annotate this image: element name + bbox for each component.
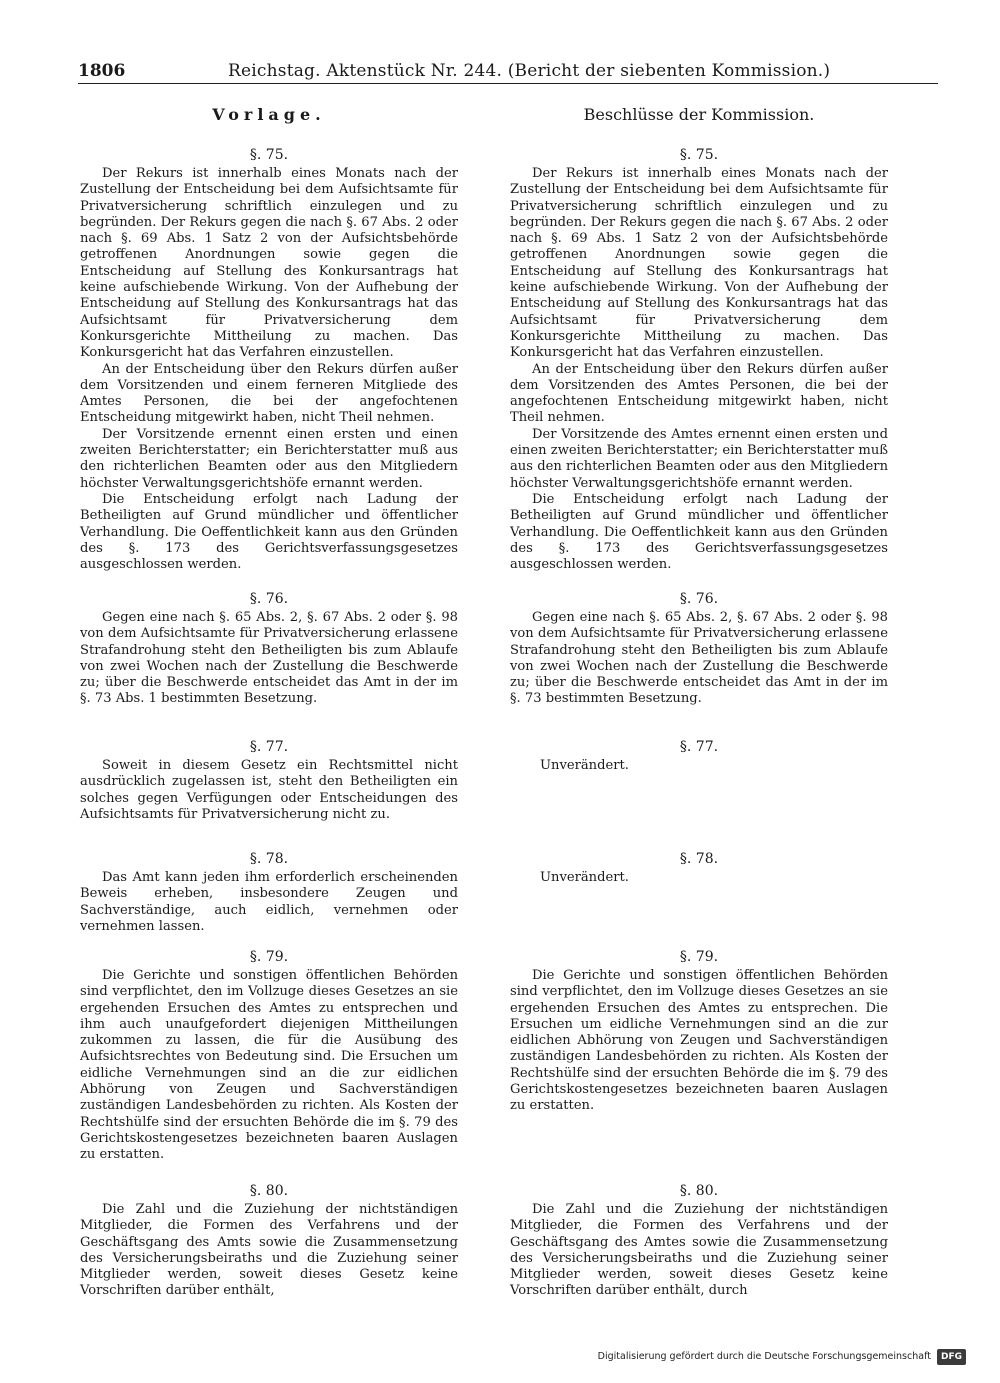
section-heading: §. 80. [249,1183,289,1199]
page-number: 1806 [78,61,126,81]
paragraph: Die Zahl und die Zuziehung der nichtständigen Mitglieder, die Formen des Verfahrens und der Geschäftsgang des Amtes sowie die Zusammensetzung des Versicherungsbeiraths und die Zuziehung seiner Mitglieder werden, soweit dieses Gesetz keine Vorschriften darüber enthält, durch [510,1202,888,1299]
paragraph: Die Zahl und die Zuziehung der nichtständigen Mitglieder, die Formen des Verfahrens und der Geschäftsgang des Amts sowie die Zusammensetzung des Versicherungsbeiraths und die Zuziehung seiner Mitglieder werden, soweit dieses Gesetz keine Vorschriften darüber enthält, [80,1202,458,1299]
dfg-logo: DFG [937,1349,966,1365]
digitization-note: Digitalisierung gefördert durch die Deutsche Forschungsgemeinschaft [597,1351,931,1362]
left-section-75 [80,146,458,573]
digitization-credit [598,1346,966,1368]
paragraph: An der Entscheidung über den Rekurs dürfen außer dem Vorsitzenden des Amtes Personen, die bei der angefochtenen Entscheidung mitgewirkt haben, nicht Theil nehmen. [510,361,888,426]
paragraph-unchanged: Unverändert. [540,758,629,773]
paragraph: Die Entscheidung erfolgt nach Ladung der Betheiligten auf Grund mündlicher und öffentlicher Verhandlung. Die Oeffentlichkeit kann aus den Gründen des §. 173 des Gerichtsverfassungsgesetzes ausgeschlossen werden. [80,491,458,573]
section-heading: §. 79. [679,949,719,965]
section-heading: §. 77. [249,739,289,755]
left-section-76 [80,590,458,708]
right-section-75 [510,146,888,573]
paragraph: Soweit in diesem Gesetz ein Rechtsmittel nicht ausdrücklich zugelassen ist, steht den Betheiligten ein solches gegen Verfügungen oder Entscheidungen des Aufsichtsamts für Privatversicherung nicht zu. [80,758,458,822]
column-vorlage [80,100,458,1299]
left-section-78 [80,850,458,935]
right-section-79 [510,948,888,1115]
paragraph: Die Entscheidung erfolgt nach Ladung der Betheiligten auf Grund mündlicher und öffentlicher Verhandlung. Die Oeffentlichkeit kann aus den Gründen des §. 173 des Gerichtsverfassungsgesetzes ausgeschlossen werden. [510,491,888,573]
paragraph: Der Rekurs ist innerhalb eines Monats nach der Zustellung der Entscheidung bei dem Aufsichtsamte für Privatversicherung schriftlich einzulegen und zu begründen. Der Rekurs gegen die nach §. 67 Abs. 2 oder nach §. 69 Abs. 1 Satz 2 von der Aufsichtsbehörde getroffenen Anordnungen sowie gegen die Entscheidung auf Stellung des Konkursantrags hat keine aufschiebende Wirkung. Von der Aufhebung der Entscheidung auf Stellung des Konkursantrags hat das Aufsichtsamt für Privatversicherung dem Konkursgerichte Mittheilung zu machen. Das Konkursgericht hat das Verfahren einzustellen. [510,166,888,361]
paragraph: An der Entscheidung über den Rekurs dürfen außer dem Vorsitzenden und einem ferneren Mitgliede des Amtes Personen, die bei der angefochtenen Entscheidung mitgewirkt haben, nicht Theil nehmen. [80,361,458,426]
left-section-77 [80,738,458,823]
section-heading: §. 80. [679,1183,719,1199]
left-section-80 [80,1182,458,1300]
right-section-76 [510,590,888,708]
right-section-78 [510,850,888,886]
column-beschluesse [510,100,888,1299]
paragraph: Gegen eine nach §. 65 Abs. 2, §. 67 Abs. 2 oder §. 98 von dem Aufsichtsamte für Privatversicherung erlassene Strafandrohung steht den Betheiligten bis zum Ablaufe von zwei Wochen nach der Zustellung die Beschwerde zu; über die Beschwerde entscheidet das Amt in der im §. 73 Abs. 1 bestimmten Besetzung. [80,610,458,707]
section-heading: §. 75. [679,147,719,163]
running-header [78,58,938,84]
paragraph: Die Gerichte und sonstigen öffentlichen Behörden sind verpflichtet, den im Vollzuge dieses Gesetzes an sie ergehenden Ersuchen des Amtes zu entsprechen und ihm auch unaufgefordert diejenigen Mittheilungen zukommen zu lassen, die für die Ausübung des Aufsichtsrechtes von Bedeutung sind. Die Ersuchen um eidliche Vernehmungen sind an die zur eidlichen Abhörung von Zeugen und Sachverständigen zuständigen Landesbehörden zu richten. Als Kosten der Rechtshülfe sind der ersuchten Behörde die im §. 79 des Gerichtskostengesetzes bezeichneten baaren Auslagen zu erstatten. [80,968,458,1163]
section-heading: §. 76. [249,591,289,607]
header-rule [78,83,938,84]
section-heading: §. 75. [249,147,289,163]
section-heading: §. 78. [679,851,719,867]
section-heading: §. 76. [679,591,719,607]
paragraph: Der Vorsitzende des Amtes ernennt einen ersten und einen zweiten Berichterstatter; ein Berichterstatter muß aus den richterlichen Beamten oder aus den Mitgliedern höchster Verwaltungsgerichtshöfe ernannt werden. [510,426,888,491]
paragraph: Das Amt kann jeden ihm erforderlich erscheinenden Beweis erheben, insbesondere Zeugen und Sachverständige, auch eidlich, vernehmen oder vernehmen lassen. [80,870,458,934]
left-section-79 [80,948,458,1164]
paragraph: Gegen eine nach §. 65 Abs. 2, §. 67 Abs. 2 oder §. 98 von dem Aufsichtsamte für Privatversicherung erlassene Strafandrohung steht den Betheiligten bis zum Ablaufe von zwei Wochen nach der Zustellung die Beschwerde zu; über die Beschwerde entscheidet das Amt in der im §. 73 bestimmten Besetzung. [510,610,888,707]
section-heading: §. 77. [679,739,719,755]
section-heading: §. 78. [249,851,289,867]
paragraph: Der Rekurs ist innerhalb eines Monats nach der Zustellung der Entscheidung bei dem Aufsichtsamte für Privatversicherung schriftlich einzulegen und zu begründen. Der Rekurs gegen die nach §. 67 Abs. 2 oder nach §. 69 Abs. 1 Satz 2 von der Aufsichtsbehörde getroffenen Anordnungen sowie gegen die Entscheidung auf Stellung des Konkursantrags hat keine aufschiebende Wirkung. Von der Aufhebung der Entscheidung auf Stellung des Konkursantrags hat das Aufsichtsamt für Privatversicherung dem Konkursgerichte Mittheilung zu machen. Das Konkursgericht hat das Verfahren einzustellen. [80,166,458,361]
section-heading: §. 79. [249,949,289,965]
right-section-77 [510,738,888,774]
column-title-vorlage: Vorlage. [212,105,326,124]
running-title: Reichstag. Aktenstück Nr. 244. (Bericht der siebenten Kommission.) [228,61,831,81]
paragraph: Der Vorsitzende ernennt einen ersten und einen zweiten Berichterstatter; ein Berichterstatter muß aus den richterlichen Beamten oder aus den Mitgliedern höchster Verwaltungsgerichtshöfe ernannt werden. [80,426,458,491]
column-title-beschluesse: Beschlüsse der Kommission. [583,105,815,124]
paragraph-unchanged: Unverändert. [540,870,629,885]
paragraph: Die Gerichte und sonstigen öffentlichen Behörden sind verpflichtet, den im Vollzuge dieses Gesetzes an sie ergehenden Ersuchen des Amtes zu entsprechen. Die Ersuchen um eidliche Vernehmungen sind an die zur eidlichen Abhörung von Zeugen und Sachverständigen zuständigen Landesbehörden zu richten. Als Kosten der Rechtshülfe sind der ersuchten Behörde die im §. 79 des Gerichtskostengesetzes bezeichneten baaren Auslagen zu erstatten. [510,968,888,1114]
right-section-80 [510,1182,888,1300]
